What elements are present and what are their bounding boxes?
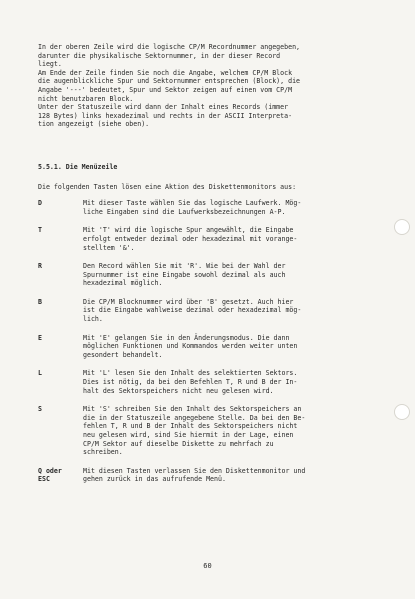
key-description: Den Record wählen Sie mit 'R'. Wie bei der Wahl der Spurnummer ist eine Eingabe sowohl dezimal als auch hexadezimal möglich. [83,262,286,288]
key-row-b [38,298,383,324]
key-row-r [38,262,383,288]
key-label: T [38,226,42,235]
key-row-q-esc [38,467,383,484]
page-number: 60 [203,562,212,570]
key-label: B [38,297,42,306]
punch-hole [394,219,410,235]
key-label: R [38,262,42,271]
punch-hole [394,404,410,420]
key-label: E [38,333,42,342]
key-label: D [38,199,42,208]
key-description: Mit 'L' lesen Sie den Inhalt des selektierten Sektors. Dies ist nötig, da bei den Befehlen T, R und B der In- halt des Sektorspeichers nicht neu gelesen wird. [83,369,298,395]
key-description: Mit 'E' gelangen Sie in den Änderungsmodus. Die dann möglichen Funktionen und Kommandos werden weiter unten gesondert behandelt. [83,333,298,359]
intro-paragraph: Am Ende der Zeile finden Sie noch die Angabe, welchem CP/M Block die augenblickliche Spur und Sektornummer entsprechen (Block), die Angabe '---' bedeutet, Spur und Sektor zeigen auf einen vom CP/M nicht benutzbaren Block. [38,68,301,103]
key-label: S [38,405,42,414]
key-row-d [38,199,383,216]
intro-text [38,43,383,129]
key-row-s [38,405,383,457]
key-description: Mit 'T' wird die logische Spur angewählt, die Eingabe erfolgt entweder dezimal oder hexadezimal mit vorange- stelltem '&'. [83,226,298,252]
key-label: L [38,369,42,378]
key-list [38,199,383,484]
key-description: Mit diesen Tasten verlassen Sie den Diskettenmonitor und gehen zurück in das aufrufende Menü. [83,466,306,484]
key-description: Mit dieser Taste wählen Sie das logische Laufwerk. Mög- liche Eingaben sind die Laufwerksbezeichnungen A-P. [83,199,302,216]
key-row-l [38,369,383,395]
intro-paragraph: In der oberen Zeile wird die logische CP/M Recordnummer angegeben, darunter die physikalische Sektornummer, in der dieser Record liegt. [38,43,301,69]
key-description: Die CP/M Blocknummer wird über 'B' gesetzt. Auch hier ist die Eingabe wahlweise dezimal oder hexadezimal mög- lich. [83,297,302,324]
page-content [38,43,383,494]
key-label: Q oder ESC [38,466,62,484]
section-lead: Die folgenden Tasten lösen eine Aktion des Diskettenmonitors aus: [38,182,297,191]
intro-paragraph: Unter der Statuszeile wird dann der Inhalt eines Records (immer 128 Bytes) links hexadezimal und rechts in der ASCII Interpreta- tion angezeigt (siehe oben). [38,103,293,129]
section-title: 5.5.1. Die Menüzeile [38,162,118,171]
key-row-t [38,226,383,252]
key-description: Mit 'S' schreiben Sie den Inhalt des Sektorspeichers an die in der Statuszeile angegebene Stelle. Da bei den Be- fehlen T, R und B der Inhalt des Sektorspeichers nicht neu gelesen wird, sind Sie hiermit in der Lage, einen CP/M Sektor auf dieselbe Diskette zu mehrfach zu schreiben. [83,405,306,457]
key-row-e [38,334,383,360]
